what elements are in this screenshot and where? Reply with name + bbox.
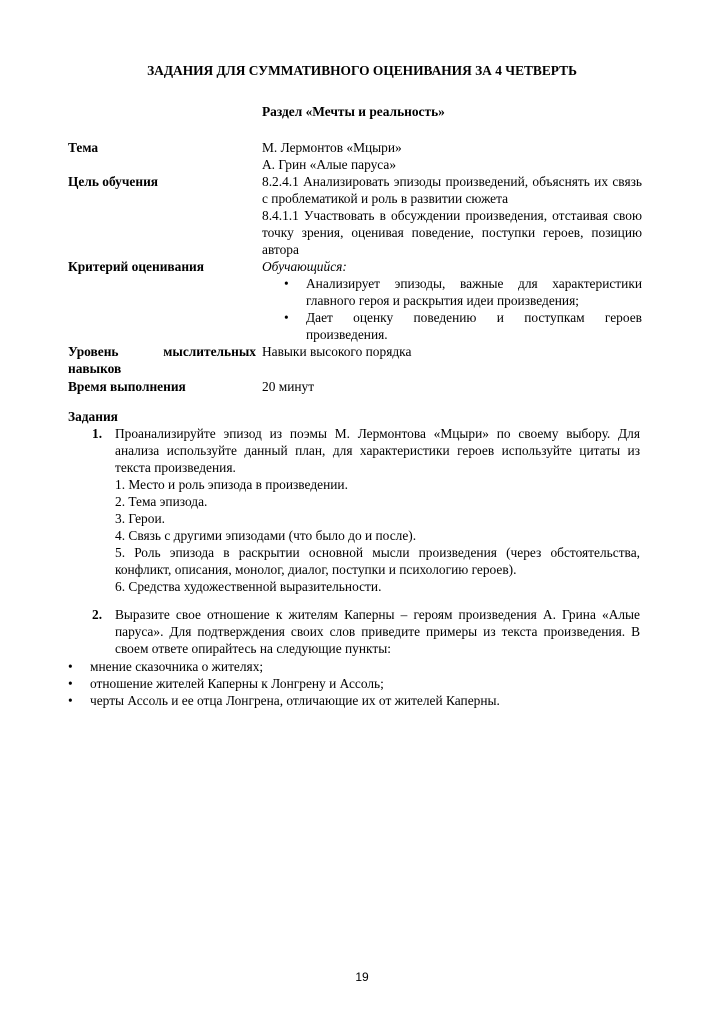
topic-label: Тема: [68, 140, 99, 155]
criteria-item: • Анализирует эпизоды, важные для характеристики главного героя и раскрытия идеи произведения;: [306, 275, 642, 309]
list-item: • мнение сказочника о жителях;: [68, 659, 264, 674]
goal-line: 8.4.1.1 Участвовать в обсуждении произведения, отстаивая свою точку зрения, оценивая поведение, поступки героев, позицию автора: [262, 208, 642, 257]
plan-item: 3. Герои.: [115, 511, 165, 526]
criteria-list: [262, 275, 642, 343]
task-number: 2.: [92, 607, 103, 622]
section-title: Раздел «Мечты и реальность»: [262, 104, 445, 119]
topic-line: А. Грин «Алые паруса»: [262, 157, 397, 172]
level-label-word: навыков: [68, 361, 122, 376]
plan-item: 4. Связь с другими эпизодами (что было до и после).: [115, 528, 417, 543]
level-label-word: мыслительных: [163, 344, 256, 359]
meta-table: [68, 139, 648, 395]
topic-line: М. Лермонтов «Мцыри»: [262, 140, 402, 155]
bullet-icon: •: [68, 676, 73, 691]
page-number: 19: [355, 970, 369, 984]
criteria-label: Критерий оценивания: [68, 259, 205, 274]
criteria-value: [262, 258, 642, 343]
plan-item: 1. Место и роль эпизода в произведении.: [115, 477, 348, 492]
bullet-icon: •: [68, 659, 73, 674]
page-title: ЗАДАНИЯ ДЛЯ СУММАТИВНОГО ОЦЕНИВАНИЯ ЗА 4 ЧЕТВЕРТЬ: [147, 63, 577, 78]
task-intro: Проанализируйте эпизод из поэмы М. Лермонтова «Мцыри» по своему выбору. Для анализа используйте данный план, для характеристики героев используйте цитаты из текста произведения.: [115, 426, 640, 475]
plan-item: 2. Тема эпизода.: [115, 494, 208, 509]
task-2: [68, 606, 640, 657]
level-label: [68, 343, 262, 377]
topic-value: [262, 139, 642, 173]
plan-item: 5. Роль эпизода в раскрытии основной мысли произведения (через обстоятельства, конфликт, описания, монолог, диалог, поступки и психологию героев).: [115, 545, 640, 577]
goal-line: 8.2.4.1 Анализировать эпизоды произведений, объяснять их связь с проблематикой и роль в развитии сюжета: [262, 174, 642, 206]
criteria-intro: Обучающийся:: [262, 259, 347, 274]
level-label-word: Уровень: [68, 344, 119, 359]
bullet-icon: •: [68, 693, 73, 708]
goal-row: [68, 173, 648, 258]
tasks-heading: Задания: [68, 409, 118, 424]
criteria-item: • Дает оценку поведению и поступкам героев произведения.: [306, 309, 642, 343]
goal-value: [262, 173, 642, 258]
time-value: 20 минут: [262, 379, 315, 394]
task-intro: Выразите свое отношение к жителям Каперны – героям произведения А. Грина «Алые паруса». Для подтверждения своих слов приведите примеры из текста произведения. В своем ответе опирайтесь на следующие пункты:: [115, 607, 640, 656]
criteria-row: [68, 258, 648, 343]
topic-row: [68, 139, 648, 173]
task-1: [68, 425, 640, 595]
list-item: • черты Ассоль и ее отца Лонгрена, отличающие их от жителей Каперны.: [68, 693, 500, 708]
time-row: [68, 378, 648, 395]
level-value: Навыки высокого порядка: [262, 344, 412, 359]
plan-item: 6. Средства художественной выразительности.: [115, 579, 382, 594]
task-number: 1.: [92, 426, 103, 441]
list-item: • отношение жителей Каперны к Лонгрену и Ассоль;: [68, 676, 384, 691]
goal-label: Цель обучения: [68, 174, 159, 189]
task-2-points: [68, 658, 628, 709]
time-label: Время выполнения: [68, 379, 186, 394]
level-row: [68, 343, 648, 377]
